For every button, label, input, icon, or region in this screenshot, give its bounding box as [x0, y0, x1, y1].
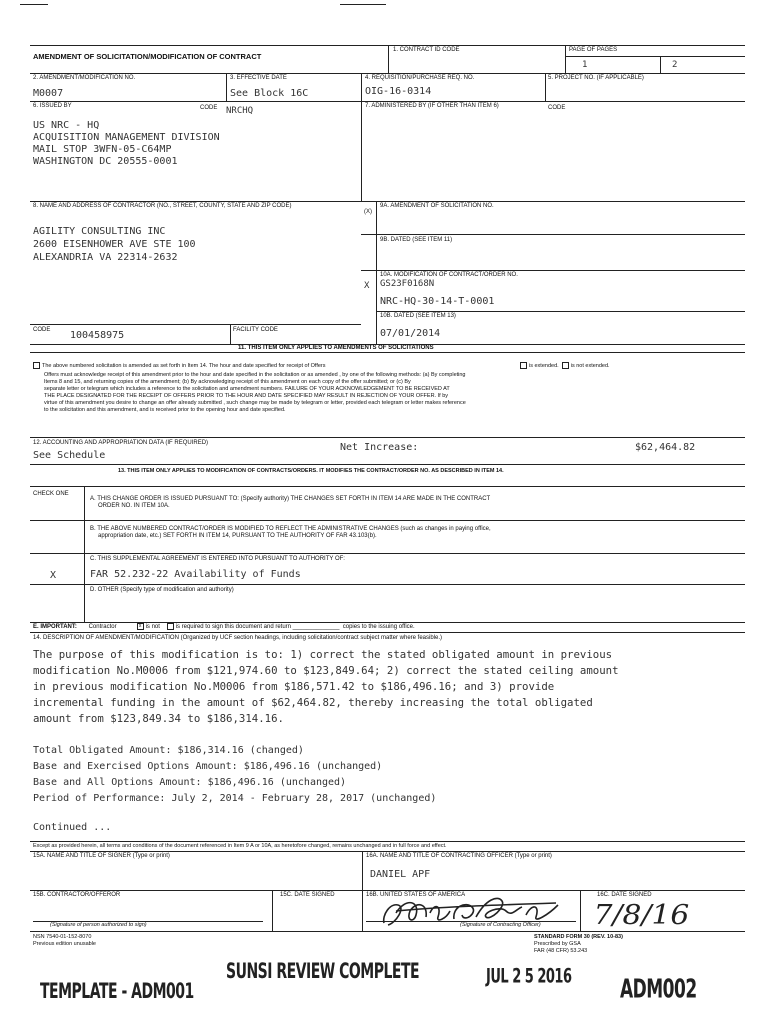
effective-date-label: 3. EFFECTIVE DATE: [230, 75, 287, 81]
issued-code-value: NRCHQ: [226, 106, 254, 116]
label-15b: 15B. CONTRACTOR/OFFEROR: [33, 892, 121, 898]
item13-b-line1: B. THE ABOVE NUMBERED CONTRACT/ORDER IS MODIFIED TO REFLECT THE ADMINISTRATIVE CHANGES (such as changes in paying office,: [90, 526, 491, 532]
form-title: AMENDMENT OF SOLICITATION/MODIFICATION OF CONTRACT: [33, 52, 262, 61]
is-not-text: is not: [145, 624, 160, 631]
item11-text-a: The above numbered solicitation is amended as set forth in Item 14. The hour and date specified for receipt of Offers: [42, 362, 326, 369]
label-15c: 15C. DATE SIGNED: [280, 892, 335, 898]
amendment-label: 2. AMENDMENT/MODIFICATION NO.: [33, 75, 136, 81]
label-9b: 9B. DATED (SEE ITEM 11): [380, 237, 453, 243]
label-16c: 16C. DATE SIGNED: [597, 892, 652, 898]
label-15a: 15A. NAME AND TITLE OF SIGNER (Type or print): [33, 853, 170, 859]
previous-edition-text: Previous edition unusable: [33, 941, 96, 947]
date-stamp: JUL 2 5 2016: [486, 966, 572, 989]
requisition-value: OIG-16-0314: [365, 86, 432, 97]
check-9a: (X): [364, 209, 372, 215]
value-10a-1: GS23F0168N: [380, 279, 435, 289]
item13-a: [90, 496, 490, 510]
item13-b-line2: appropriation date, etc.) SET FORTH IN ITEM 14, PURSUANT TO THE AUTHORITY OF FAR 43.103(b).: [98, 533, 377, 539]
check-10a: X: [364, 281, 370, 291]
value-10a-2: NRC-HQ-30-14-T-0001: [380, 296, 495, 307]
item14-label: 14. DESCRIPTION OF AMENDMENT/MODIFICATION (Organized by UCF section headings, including solicitation/contract subject matter where feasible.): [33, 635, 443, 641]
except-text: Except as provided herein, all terms and conditions of the document referenced in Item 9 A or 10A, as heretofore changed, remains unchanged and in full force and effect.: [33, 843, 447, 849]
standard-form-text: STANDARD FORM 30 (REV. 10-83): [534, 934, 623, 940]
value-10b: 07/01/2014: [380, 328, 441, 339]
checkbox: [520, 362, 527, 369]
item13-c: C. THIS SUPPLEMENTAL AGREEMENT IS ENTERED INTO PURSUANT TO AUTHORITY OF:: [90, 556, 345, 562]
item14-paragraph: [33, 647, 619, 727]
label-10b: 10B. DATED (SEE ITEM 13): [380, 313, 456, 319]
item11-line: virtue of this amendment you desire to change an offer already submitted , such change may be made by telegram or letter, provided each telegram or letter makes reference: [44, 400, 466, 406]
item11-line: separate letter or telegram which includes a reference to the solicitation and amendment numbers. FAILURE OF YOUR ACKNOWLEDGEMENT TO BE RECEIVED AT: [44, 386, 450, 392]
item14-line: in previous modification No.M0006 from $186,571.42 to $186,496.16; and 3) provide: [33, 680, 555, 693]
far-text: FAR (48 CFR) 53.243: [534, 948, 588, 954]
requisition-label: 4. REQUISITION/PURCHASE REQ. NO.: [365, 75, 475, 81]
contractor-label: 8. NAME AND ADDRESS OF CONTRACTOR (NO., STREET, COUNTY, STATE AND ZIP CODE): [33, 203, 292, 209]
item14-line: The purpose of this modification is to: 1) correct the stated obligated amount in previous: [33, 648, 613, 661]
item11-line: to the solicitation and this amendment, and is received prior to the opening hour and date specified.: [44, 407, 286, 413]
item14-line: modification No.M0006 from $121,974.60 to $123,849.64; 2) correct the stated ceiling amount: [33, 664, 619, 677]
continued-text: Continued ...: [33, 822, 112, 833]
total-line: Total Obligated Amount: $186,314.16 (changed): [33, 745, 304, 756]
facility-code-label: FACILITY CODE: [233, 327, 278, 333]
contractor-line: AGILITY CONSULTING INC: [33, 226, 166, 237]
copies-text: copies to the issuing office.: [342, 624, 415, 631]
contractor-code-label: CODE: [33, 327, 51, 333]
item14-line: amount from $123,849.34 to $186,314.16.: [33, 712, 284, 725]
sunsi-stamp: SUNSI REVIEW COMPLETE: [226, 960, 420, 984]
contractor-code-value: 100458975: [70, 330, 125, 341]
item11-title: 11. THIS ITEM ONLY APPLIES TO AMENDMENTS OF SOLICITATIONS: [238, 345, 434, 351]
label-16a: 16A. NAME AND TITLE OF CONTRACTING OFFICER (Type or print): [366, 853, 552, 859]
footer-right: [534, 934, 623, 955]
label-16b: 16B. UNITED STATES OF AMERICA: [366, 892, 466, 898]
total-line: Base and All Options Amount: $186,496.16 (unchanged): [33, 777, 347, 788]
item13-d: D. OTHER (Specify type of modification and authority): [90, 587, 234, 593]
officer-name: DANIEL APF: [370, 869, 431, 880]
item13-a-line1: A. THIS CHANGE ORDER IS ISSUED PURSUANT TO: (Specify authority) THE CHANGES SET FORTH IN ITEM 14 ARE MADE IN THE CONTRACT: [90, 496, 491, 502]
label-9a: 9A. AMENDMENT OF SOLICITATION NO.: [380, 203, 494, 209]
net-increase-value: $62,464.82: [635, 442, 696, 453]
is-extended-text: is extended.: [529, 362, 559, 369]
issued-line: ACQUISITION MANAGEMENT DIVISION: [33, 132, 220, 143]
contract-id-label: 1. CONTRACT ID CODE: [393, 47, 460, 53]
item11-line: THE PLACE DESIGNATED FOR THE RECEIPT OF OFFERS PRIOR TO THE HOUR AND DATE SPECIFIED MAY RESULT IN REJECTION OF YOUR OFFER. If by: [44, 393, 449, 399]
important-label: E. IMPORTANT:: [33, 624, 77, 631]
page-of-pages-label: PAGE OF PAGES: [569, 47, 618, 53]
contractor-line: ALEXANDRIA VA 22314-2632: [33, 252, 178, 263]
footer-left: [33, 934, 96, 948]
item14-line: incremental funding in the amount of $62,464.82, thereby increasing the total obligated: [33, 696, 593, 709]
issued-by-label: 6. ISSUED BY: [33, 103, 72, 109]
issued-address: [33, 120, 220, 168]
check-one-label: CHECK ONE: [33, 491, 69, 497]
page-number: 1: [582, 60, 588, 70]
total-line: Base and Exercised Options Amount: $186,496.16 (unchanged): [33, 761, 383, 772]
admin-code-label: CODE: [548, 105, 566, 111]
checkbox: [562, 362, 569, 369]
item14-totals: [33, 743, 436, 807]
officer-signature: [376, 893, 572, 931]
item11-line: Items 8 and 15, and returning copies of the amendment; (b) By acknowledging receipt of this amendment on each copy of the offer submitted; or (c) By: [44, 379, 411, 385]
template-stamp: TEMPLATE - ADM001: [40, 980, 194, 1004]
prescribed-text: Prescribed by GSA: [534, 941, 581, 947]
effective-date-value: See Block 16C: [230, 88, 309, 99]
item11-extended: [520, 362, 610, 370]
item11-body: [44, 372, 744, 414]
adm-stamp: ADM002: [620, 975, 697, 1005]
checkbox: [33, 362, 40, 369]
checkbox: [167, 623, 174, 630]
issued-line: US NRC - HQ: [33, 120, 100, 131]
issued-line: MAIL STOP 3WFN-05-C64MP: [33, 144, 172, 155]
project-label: 5. PROJECT NO. (IF APPLICABLE): [548, 75, 644, 81]
item11-line1: [33, 362, 553, 370]
amendment-value: M0007: [33, 88, 64, 99]
contractor-address: [33, 225, 196, 264]
label-10a: 10A. MODIFICATION OF CONTRACT/ORDER NO.: [380, 272, 518, 278]
administered-by-label: 7. ADMINISTERED BY (IF OTHER THAN ITEM 6): [365, 103, 499, 109]
is-not-checkbox: x: [137, 623, 144, 630]
nsn-text: NSN 7540-01-152-8070: [33, 934, 92, 940]
item13-c-value: FAR 52.232-22 Availability of Funds: [90, 569, 301, 580]
item11-line: Offers must acknowledge receipt of this amendment prior to the hour and date specified in the solicitation or as amended , by one of the following methods: (a) By completing: [44, 372, 466, 378]
contractor-line: 2600 EISENHOWER AVE STE 100: [33, 239, 196, 250]
contractor-text: Contractor: [88, 624, 117, 631]
item12-value: See Schedule: [33, 450, 106, 461]
officer-sig-caption: (Signature of Contracting Officer): [460, 922, 541, 928]
item13-title: 13. THIS ITEM ONLY APPLIES TO MODIFICATION OF CONTRACTS/ORDERS. IT MODIFIES THE CONTRACT/ORDER NO. AS DESCRIBED IN ITEM 14.: [118, 468, 504, 474]
item13-c-check: X: [50, 570, 57, 581]
date-signed: 7/8/16: [593, 900, 690, 931]
net-increase-label: Net Increase:: [340, 442, 419, 453]
item12-label: 12. ACCOUNTING AND APPROPRIATION DATA (IF REQUIRED): [33, 440, 209, 446]
item-e-row: E. IMPORTANT: Contractor x is not is required to sign this document and return ______________ copies to the issuing office.: [33, 623, 415, 631]
issued-line: WASHINGTON DC 20555-0001: [33, 156, 178, 167]
item13-a-line2: ORDER NO. IN ITEM 10A.: [98, 503, 170, 509]
contractor-sig-caption: (Signature of person authorized to sign): [50, 922, 147, 928]
is-required-text: is required to sign this document and return: [175, 624, 292, 631]
total-line: Period of Performance: July 2, 2014 - February 28, 2017 (unchanged): [33, 793, 437, 804]
issued-code-label: CODE: [200, 105, 218, 111]
item13-b: [90, 526, 491, 540]
total-pages: 2: [672, 60, 678, 70]
is-not-extended-text: is not extended.: [570, 362, 610, 369]
